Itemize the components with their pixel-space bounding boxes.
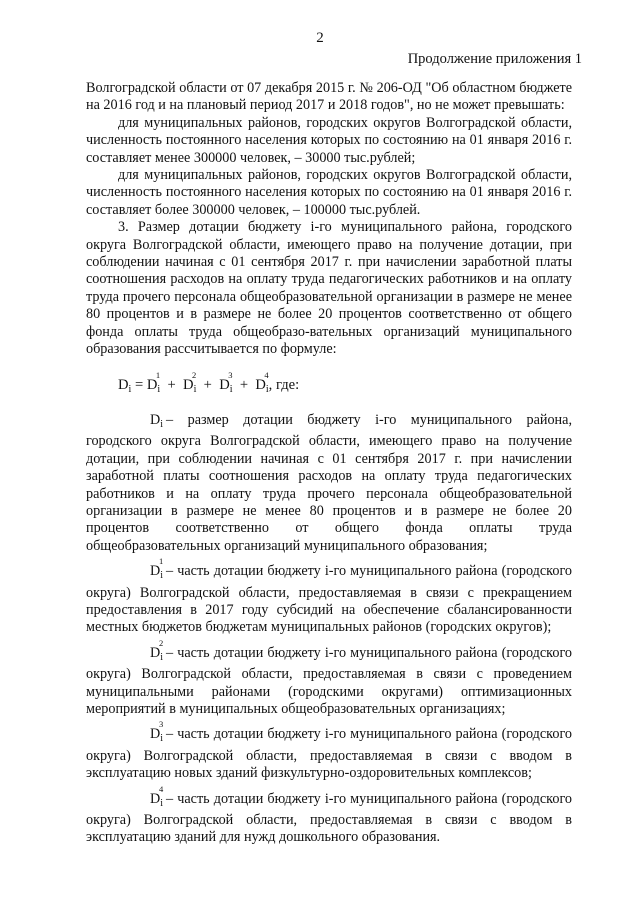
formula-superscript: 3 (228, 369, 233, 380)
formula-index: i (128, 383, 132, 395)
definition-symbol (118, 719, 164, 747)
formula-term-3 (219, 369, 233, 398)
paragraph-budget-law: Волгоградской области от 07 декабря 2015 г. № 206-ОД "Об областном бюджете на 2016 год и на плановый период 2017 и 2018 годов", но не может превышать: (86, 80, 572, 114)
formula-index: i (193, 383, 197, 395)
definition-text: – часть дотации бюджету i-го муниципального района (городского округа) Волгоградской области, предоставляемая в связи с вводом в эксплуатацию новых зданий физкультурно-оздоровительных комплексов; (86, 726, 572, 782)
formula-symbol: D (150, 644, 161, 661)
paragraph-item-3: 3. Размер дотации бюджету i-го муниципального района, городского округа Волгоградской области, имеющего право на получение дотации, при соблюдении начиная с 01 сентября 2017 г. при начислении заработной платы соотношения расходов на оплату труда педагогических работников и на оплату труда прочего персонала общеобразовательной организации в размере не менее 80 процентов и в размере не более 20 процентов соответственно от общего фонда оплаты труда общеобразо-вательных организаций муниципального образования рассчитывается по формуле: (86, 219, 572, 358)
formula-superscript: 1 (155, 369, 161, 380)
definition-symbol (118, 556, 164, 584)
formula-plus: + (167, 376, 176, 393)
definition-part-4 (86, 783, 572, 847)
formula (118, 369, 572, 398)
formula-superscript: 4 (159, 783, 164, 794)
formula-symbol: D (150, 790, 161, 807)
definition-symbol (118, 637, 164, 666)
definition-text: – часть дотации бюджету i-го муниципального района (городского округа) Волгоградской области, предоставляемая в связи с прекращением предоставления в 2017 году субсидий на обеспечение сбалансированности местных бюджетов бюджетам муниципальных районов (городских округов); (86, 563, 572, 636)
definition-text: – размер дотации бюджету i-го муниципального района, городского округа Волгоградской области, имеющего право на получение дотации, при соблюдении начиная с 01 сентября 2017 г. при начислении заработной платы соотношения расходов на оплату труда педагогических работников и на оплату труда прочего персонала общеобразовательной организации в размере не менее 80 процентов и в размере не более 20 процентов соответственно от общего фонда оплаты труда общеобразовательных организаций муниципального образования; (86, 411, 572, 554)
formula-index: i (265, 383, 269, 395)
formula-superscript: 2 (159, 637, 164, 648)
definition-part-2 (86, 637, 572, 719)
definition-total (86, 412, 572, 555)
formula-superscript: 3 (159, 719, 164, 730)
formula-tail: , где: (268, 376, 300, 393)
formula-index: i (160, 733, 164, 745)
formula-symbol: D (150, 563, 161, 580)
formula-index: i (160, 797, 164, 809)
definition-text: – часть дотации бюджету i-го муниципального района (городского округа) Волгоградской области, предоставляемая в связи с проведением муниципальными районами (городскими округами) оптимизационных мероприятий в муниципальных общеобразовательных организациях; (86, 644, 572, 717)
paragraph-limit-over-300000: для муниципальных районов, городских округов Волгоградской области, численность постоянного населения которых по состоянию на 01 января 2016 г. составляет более 300000 человек, – 100000 тыс.рублей. (86, 167, 572, 218)
formula-index: i (160, 418, 164, 430)
formula-term-total (118, 377, 131, 398)
formula-superscript: 4 (264, 369, 269, 380)
definition-text: – часть дотации бюджету i-го муниципального района (городского округа) Волгоградской области, предоставляемая в связи с вводом в эксплуатацию зданий для нужд дошкольного образования. (86, 790, 572, 846)
formula-index: i (160, 651, 164, 663)
formula-index: i (229, 383, 233, 395)
formula-index: i (157, 383, 161, 395)
formula-equals: = (134, 376, 144, 393)
formula-symbol: D (255, 376, 266, 393)
formula-symbol: D (118, 376, 129, 393)
formula-term-4 (255, 369, 269, 398)
formula-plus: + (203, 376, 212, 393)
formula-superscript: 2 (192, 369, 197, 380)
definition-symbol (118, 783, 164, 812)
document-body (86, 80, 572, 847)
formula-symbol: D (219, 376, 230, 393)
formula-symbol: D (150, 411, 161, 428)
formula-symbol: D (150, 726, 161, 743)
formula-superscript: 1 (159, 556, 164, 567)
definition-part-1 (86, 556, 572, 637)
definition-symbol (118, 412, 163, 433)
formula-plus: + (239, 376, 249, 393)
formula-term-2 (183, 369, 197, 398)
definition-part-3 (86, 719, 572, 782)
formula-term-1 (146, 369, 161, 398)
appendix-continuation-note: Продолжение приложения 1 (407, 51, 582, 67)
formula-symbol: D (146, 376, 158, 393)
formula-symbol: D (183, 376, 194, 393)
page-number: 2 (316, 30, 324, 46)
formula-index: i (160, 570, 164, 582)
paragraph-limit-under-300000: для муниципальных районов, городских округов Волгоградской области, численность постоянного населения которых по состоянию на 01 января 2016 г. составляет менее 300000 человек, – 30000 тыс.рублей; (86, 114, 572, 166)
